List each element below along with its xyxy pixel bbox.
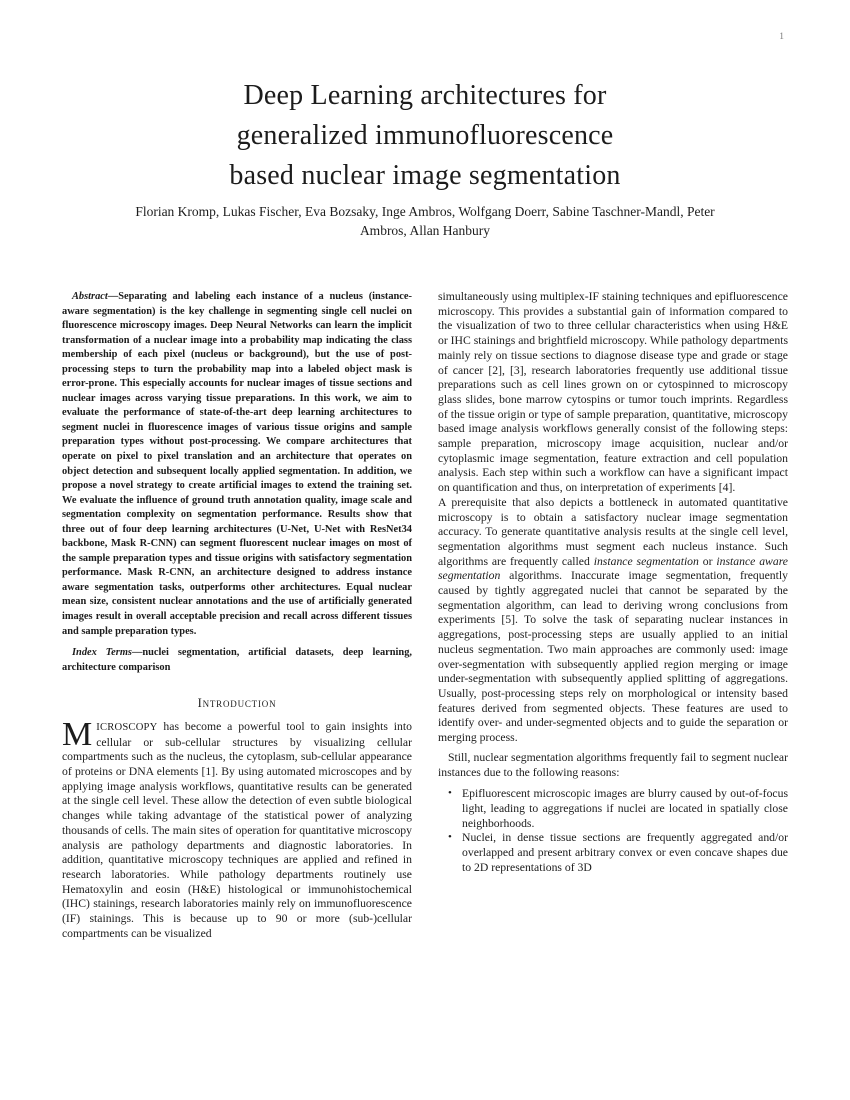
term-instance-segmentation: instance segmentation — [593, 554, 699, 568]
bullet-item-blurry-images — [438, 787, 788, 831]
index-terms-text: —nuclei segmentation, artificial datasets, deep learning, architecture comparison — [62, 647, 412, 673]
right-column — [438, 290, 788, 941]
bullet-icon: • — [448, 787, 452, 800]
title-line-2: generalized immunofluorescence — [236, 120, 614, 151]
intro-lead-word: ICROSCOPY — [96, 721, 158, 733]
two-column-body — [62, 290, 788, 941]
abstract-label: Abstract — [72, 291, 108, 302]
index-terms-paragraph — [62, 646, 412, 675]
authors — [0, 203, 850, 240]
paragraph-continuation: simultaneously using multiplex-IF staining techniques and epifluorescence microscopy. This provides a substantial gain of information compared to the visualization of two to three cellular characteristics when using H&E or IHC stainings and brightfield microscopy. While pathology departments mainly rely on tissue sections to diagnose disease type and grade or stage of cancer [2], [3], research laboratories frequently use additional tissue preparations such as cell lines grown on or cytospinned to microscopy glass slides, bone marrow cytospins or tumor touch imprints. Regardless of the tissue origin or type of sample preparation, quantitative, microscopy based image analysis workflows generally consist of the following steps: sample preparation, microscopy image acquisition, nuclear and/or cytoplasmic image segmentation, feature extraction and cell population analysis. Each step within such a workflow can have a significant impact on quantification and thus, on interpretation of experiments [4]. — [438, 290, 788, 495]
abstract-text: —Separating and labeling each instance of a nucleus (instance-aware segmentation) is the key challenge in segmenting single cell nuclei on fluorescence microscopy images. Deep Neural Networks can learn the implicit transformation of a nuclear image into a probability map indicating the class membership of each pixel (nucleus or background), but the use of post-processing steps to turn the probability map into a labeled object mask is error-prone. This especially accounts for nuclear images of tissue sections and nuclear images across varying tissue preparations. In this work, we aim to evaluate the performance of state-of-the-art deep learning architectures to segment nuclei in fluorescence images of various tissue origins and sample preparation types without post-processing. We compare architectures that operate on pixel to pixel translation and an architecture that operates on object detection and subsequent locally applied segmentation. In addition, we propose a novel strategy to create artificial images to extend the training set. We evaluate the influence of ground truth annotation quality, image scale and segmentation complexity on segmentation performance. Results show that three out of four deep learning architectures (U-Net, U-Net with ResNet34 backbone, Mask R-CNN) can segment fluorescent nuclear images on most of the sample preparation types and tissue origins with satisfactory segmentation performance. Mask R-CNN, an architecture designed to address instance aware segmentation tasks, outperforms other architectures. Equal nuclear mean size, consistent nuclear annotations and the use of artificially generated images result in overall acceptable precision and recall across different tissues and sample preparation types. — [62, 291, 412, 637]
index-terms-label: Index Terms — [72, 647, 132, 659]
reasons-bullet-list — [438, 787, 788, 875]
bullet-item-text: Nuclei, in dense tissue sections are frequently aggregated and/or overlapped and present arbitrary convex or even concave shapes due to 2D representations of 3D — [462, 831, 788, 874]
bullet-icon: • — [448, 831, 452, 844]
paragraph-prerequisite — [438, 496, 788, 746]
abstract-paragraph — [62, 290, 412, 639]
introduction-paragraph — [62, 715, 412, 942]
authors-line-2: Ambros, Allan Hanbury — [359, 222, 491, 238]
term-instance-aware-segmentation: instance aware segmentation — [438, 554, 788, 583]
left-column — [62, 290, 412, 941]
page-number: 1 — [779, 32, 784, 42]
prerequisite-text-mid: or — [698, 554, 717, 568]
bullet-item-dense-tissue — [438, 831, 788, 875]
introduction-heading: Introduction — [197, 696, 277, 711]
paper-title — [0, 0, 850, 196]
prerequisite-text-before: A prerequisite that also depicts a bottleneck in automated quantitative microscopy is to obtain a satisfactory nuclear image segmentation accuracy. To generate quantitative analysis results at the single cell level, segmentation algorithms must segment each nucleus instance. Such algorithms are frequently called — [438, 495, 788, 568]
drop-cap: M — [62, 715, 93, 753]
authors-line-1: Florian Kromp, Lukas Fischer, Eva Bozsaky, Inge Ambros, Wolfgang Doerr, Sabine Taschner-Mandl, Peter — [135, 204, 715, 219]
bullet-item-text: Epifluorescent microscopic images are blurry caused by out-of-focus light, leading to aggregations if nuclei are located in spatially close neighborhoods. — [462, 787, 788, 830]
paragraph-still-reasons: Still, nuclear segmentation algorithms frequently fail to segment nuclear instances due to the following reasons: — [438, 750, 788, 779]
prerequisite-text-after: algorithms. Inaccurate image segmentation, frequently caused by tightly aggregated nuclei that cannot be separated by the segmentation algorithm, can lead to deriving wrong conclusions from experiments [5]. To solve the task of separating nuclear instances in aggregations, post-processing steps are usually applied to an initial nucleus segmentation. Two main approaches are commonly used: image over-segmentation with subsequently applied region merging or image under-segmentation with subsequently applied splitting of aggregations. Usually, post-processing steps rely on morphological or intensity based features derived from segmented objects. These features are used to identify over- and under-segmented objects and to guide the separation or merging process. — [438, 569, 788, 745]
title-line-1: Deep Learning architectures for — [243, 80, 607, 111]
intro-paragraph-text: has become a powerful tool to gain insights into cellular or sub-cellular structures by visualizing cellular compartments such as the nucleus, the cytoplasm, sub-cellular appearance of proteins or DNA elements [1]. By using automated microscopes and by applying image analysis workflows, quantitative results can be generated at the single cell level. These allow the detection of even subtle biological changes while taking advantage of the statistical power of analyzing thousands of cells. The main sites of operation for quantitative microscopy analysis are pathology departments and diagnostic laboratories. In addition, quantitative microscopy techniques are applied and refined in research laboratories. While pathology departments routinely use Hematoxylin and eosin (H&E) histological or immunohistochemical (IHC) stainings, research laboratories mainly rely on immunofluorescence (IF) stainings. This is because up to 90 or more (sub-)cellular compartments can be visualized — [62, 719, 412, 940]
title-line-3: based nuclear image segmentation — [229, 160, 621, 191]
